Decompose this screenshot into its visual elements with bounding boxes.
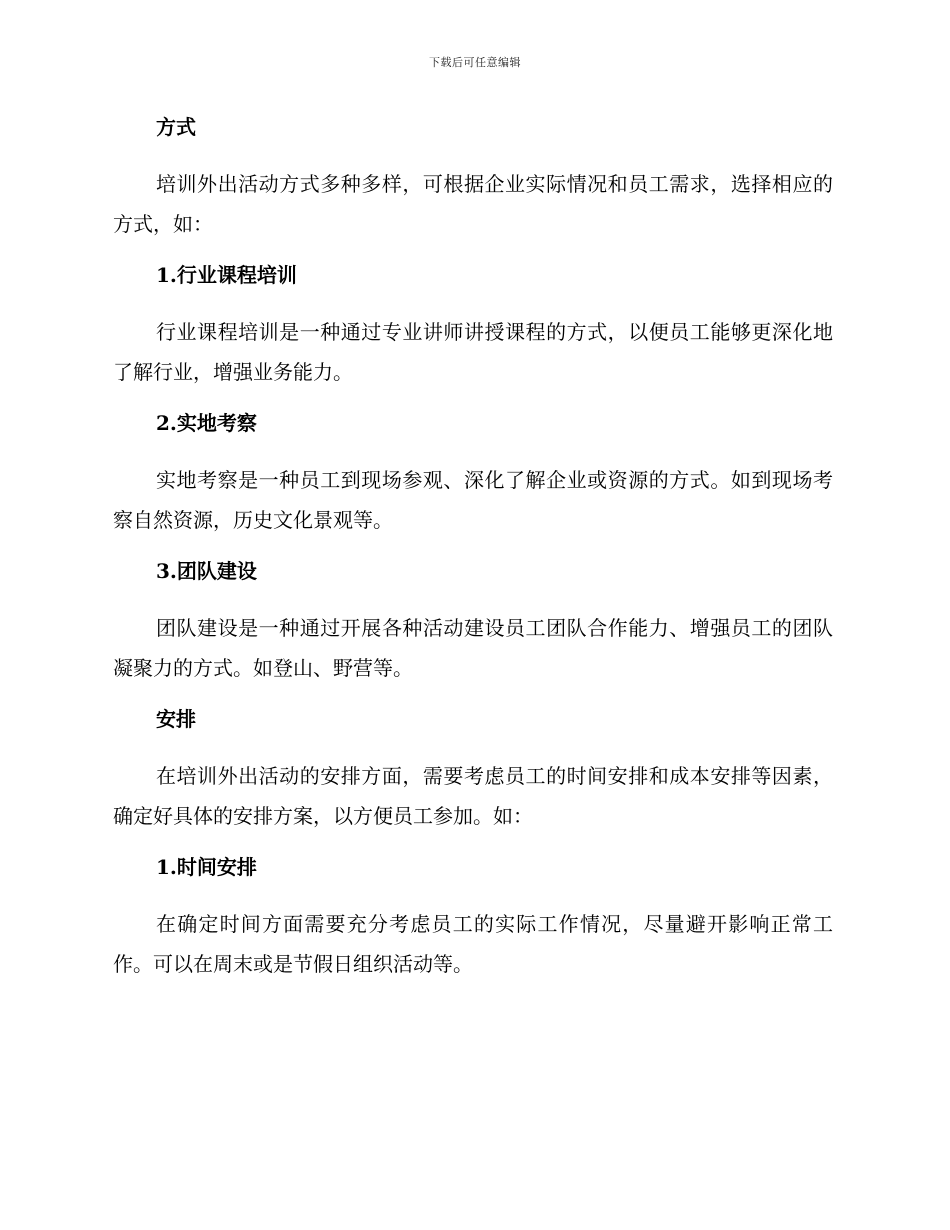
section-heading: 2.实地考察 bbox=[156, 411, 257, 435]
document-body bbox=[113, 112, 833, 1000]
section-heading: 3.团队建设 bbox=[156, 559, 257, 583]
section-industry-course-training bbox=[113, 260, 833, 392]
section-paragraph: 实地考察是一种员工到现场参观、深化了解企业或资源的方式。如到现场考察自然资源，历史文化景观等。 bbox=[113, 468, 833, 532]
section-paragraph: 在培训外出活动的安排方面，需要考虑员工的时间安排和成本安排等因素，确定好具体的安排方案，以方便员工参加。如： bbox=[113, 764, 833, 828]
section-heading: 方式 bbox=[156, 115, 196, 139]
section-paragraph: 培训外出活动方式多种多样，可根据企业实际情况和员工需求，选择相应的方式，如： bbox=[113, 172, 833, 236]
header-note: 下载后可任意编辑 bbox=[429, 56, 521, 69]
section-paragraph: 团队建设是一种通过开展各种活动建设员工团队合作能力、增强员工的团队凝聚力的方式。如登山、野营等。 bbox=[113, 616, 833, 680]
section-heading: 1.行业课程培训 bbox=[156, 263, 297, 287]
section-heading: 安排 bbox=[156, 707, 196, 731]
section-paragraph: 行业课程培训是一种通过专业讲师讲授课程的方式，以便员工能够更深化地了解行业，增强业务能力。 bbox=[113, 320, 833, 384]
section-time-arrangement bbox=[113, 852, 833, 984]
section-field-inspection bbox=[113, 408, 833, 540]
section-methods bbox=[113, 112, 833, 244]
section-arrangement bbox=[113, 704, 833, 836]
section-team-building bbox=[113, 556, 833, 688]
section-paragraph: 在确定时间方面需要充分考虑员工的实际工作情况，尽量避开影响正常工作。可以在周末或是节假日组织活动等。 bbox=[113, 912, 833, 976]
section-heading: 1.时间安排 bbox=[156, 855, 257, 879]
